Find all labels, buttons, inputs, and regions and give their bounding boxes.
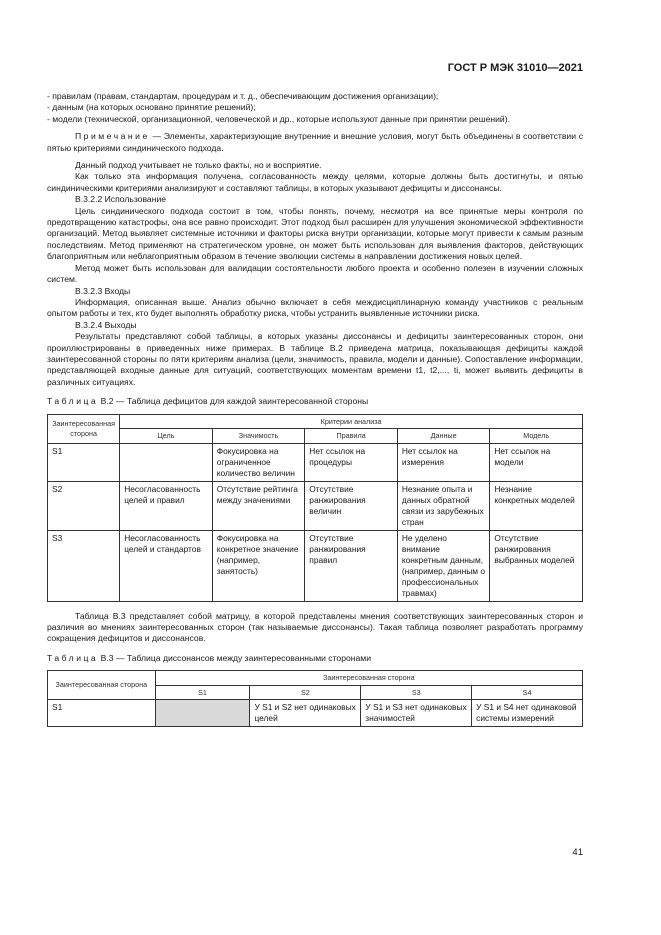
paragraph: Цель синдинического подхода состоит в том, чтобы понять, почему, несмотря на все принятые меры контроля по предотвращению катастрофы, она все равно происходит. Этот подход был расширен для улучшения экономической эффективности организаций. Метод выявляет системные источники и факторы риска внутри организации, которые могут привести к самым разным последствиям. Метод применяют на стратегическом уровне, он может быть использован для выявления факторов, действующих благоприятным или неблагоприятным образом в течение эволюции системы в направлении достижения новых целей. [47, 205, 583, 262]
caption-label: Таблица [47, 396, 99, 407]
table-cell: Несогласованность целей и стандартов [120, 530, 213, 601]
note-label: Примечание [75, 131, 150, 142]
table-header: Критерии анализа [120, 414, 583, 429]
table-cell: S1 [48, 443, 120, 481]
table-caption [47, 396, 583, 407]
table-cell: У S1 и S3 нет одинаковых значимостей [361, 700, 472, 727]
paragraph: Таблица В.3 представляет собой матрицу, в которой представлены мнения соответствующих заинтересованных сторон и различия во мнениях заинтересованных сторон (так называемые диссонансы). Такая таблица позволяет разработать программу сокращения дефицитов и диссонансов. [47, 610, 583, 644]
table-cell: S1 [48, 700, 156, 727]
table-header: S2 [250, 685, 361, 700]
table-cell: Незнание конкретных моделей [490, 481, 583, 530]
bullet-item: - данным (на которых основано принятие решений); [47, 102, 256, 113]
table-header: Заинтересованная сторона [48, 671, 156, 700]
table-cell [120, 443, 213, 481]
deficit-table [47, 414, 583, 602]
table-cell: Не уделено внимание конкретным данным, (например, данным о профессиональных травмах) [397, 530, 490, 601]
caption-text: В.3 — Таблица диссонансов между заинтересованными сторонами [98, 652, 371, 663]
table-cell: У S1 и S4 нет одинаковой системы измерений [472, 700, 583, 727]
paragraph: Как только эта информация получена, согласованность между целями, которые должны быть достигнуты, и пятью синдиническими критериями анализируют и составляют таблицы, в которых указывают дефициты и диссонансы. [47, 171, 583, 193]
table-cell: У S1 и S2 нет одинаковых целей [250, 700, 361, 727]
table-header: Заинтересованная сторона [48, 414, 120, 443]
page-content [47, 91, 583, 727]
table-cell: Незнание опыта и данных обратной связи из зарубежных стран [397, 481, 490, 530]
section-heading-use: В.3.2.2 Использование [75, 194, 167, 205]
table-cell: Нет ссылок на измерения [397, 443, 490, 481]
table-cell: Отсутствие рейтинга между значениями [212, 481, 305, 530]
table-cell: Отсутствие ранжирования правил [305, 530, 398, 601]
table-header: S1 [155, 685, 250, 700]
paragraph: Результаты представляют собой таблицы, в которых указаны диссонансы и дефициты заинтересованных сторон, они проиллюстрированы в приведенных ниже примерах. В таблице В.2 приведена матрица, показывающая дефициты каждой заинтересованной стороны по пяти критериям анализа (цели, значимость, правила, модели и данные). Сопоставление информации, представляющей входные данные для ситуаций, соответствующих моментам времени t1, t2,..., ti, может выявить дефициты в различных ситуациях. [47, 331, 583, 387]
table-row [48, 481, 583, 530]
table-header: Заинтересованная сторона [155, 671, 582, 686]
page-number: 41 [572, 847, 583, 858]
paragraph: Метод может быть использован для валидации состоятельности любого проекта и особенно полезен в изучении сложных систем. [47, 262, 583, 285]
table-header: Правила [305, 429, 398, 444]
note-text: — Элементы, характеризующие внутренние и внешние условия, могут быть объединены в соответствии с пятью критериями синдинического подхода. [47, 131, 583, 153]
table-header: S4 [472, 685, 583, 700]
table-cell: Отсутствие ранжирования величин [305, 481, 398, 530]
table-header: Цель [120, 429, 213, 444]
table-row [48, 530, 583, 601]
note [47, 131, 583, 154]
table-row [48, 700, 583, 727]
caption-text: В.2 — Таблица дефицитов для каждой заинтересованной стороны [98, 396, 369, 407]
paragraph: Информация, описанная выше. Анализ обычно включает в себя междисциплинарную команду участников с реальным опытом работы и тех, кто будет выполнять обработку риска, чтобы устранить выявленные источники риска. [47, 296, 583, 319]
table-header: S3 [361, 685, 472, 700]
section-heading-outputs: В.3.2.4 Выходы [75, 319, 137, 330]
standard-header: ГОСТ Р МЭК 31010—2021 [447, 62, 583, 74]
table-cell: Несогласованность целей и правил [120, 481, 213, 530]
section-heading-inputs: В.3.2.3 Входы [75, 285, 131, 296]
table-cell: S2 [48, 481, 120, 530]
bullet-item: - модели (технической, организационной, человеческой и др., которые используют данные при принятии решений). [47, 113, 510, 124]
table-cell: Отсутствие ранжирования выбранных моделей [490, 530, 583, 601]
table-cell-shaded [155, 700, 250, 727]
table-cell: S3 [48, 530, 120, 601]
bullet-item: - правилам (правам, стандартам, процедурам и т. д., обеспечивающим достижения организации); [47, 91, 439, 101]
paragraph: Данный подход учитывает не только факты, но и восприятие. [75, 160, 322, 171]
dissonance-table [47, 670, 583, 727]
table-caption [47, 653, 583, 664]
table-cell: Нет ссылок на процедуры [305, 443, 398, 481]
table-header: Значимость [212, 429, 305, 444]
table-cell: Фокусировка на конкретное значение (например, занятость) [212, 530, 305, 601]
table-row [48, 443, 583, 481]
table-cell: Нет ссылок на модели [490, 443, 583, 481]
caption-label: Таблица [47, 652, 99, 663]
table-cell: Фокусировка на ограниченное количество величин [212, 443, 305, 481]
table-header: Данные [397, 429, 490, 444]
table-header: Модель [490, 429, 583, 444]
